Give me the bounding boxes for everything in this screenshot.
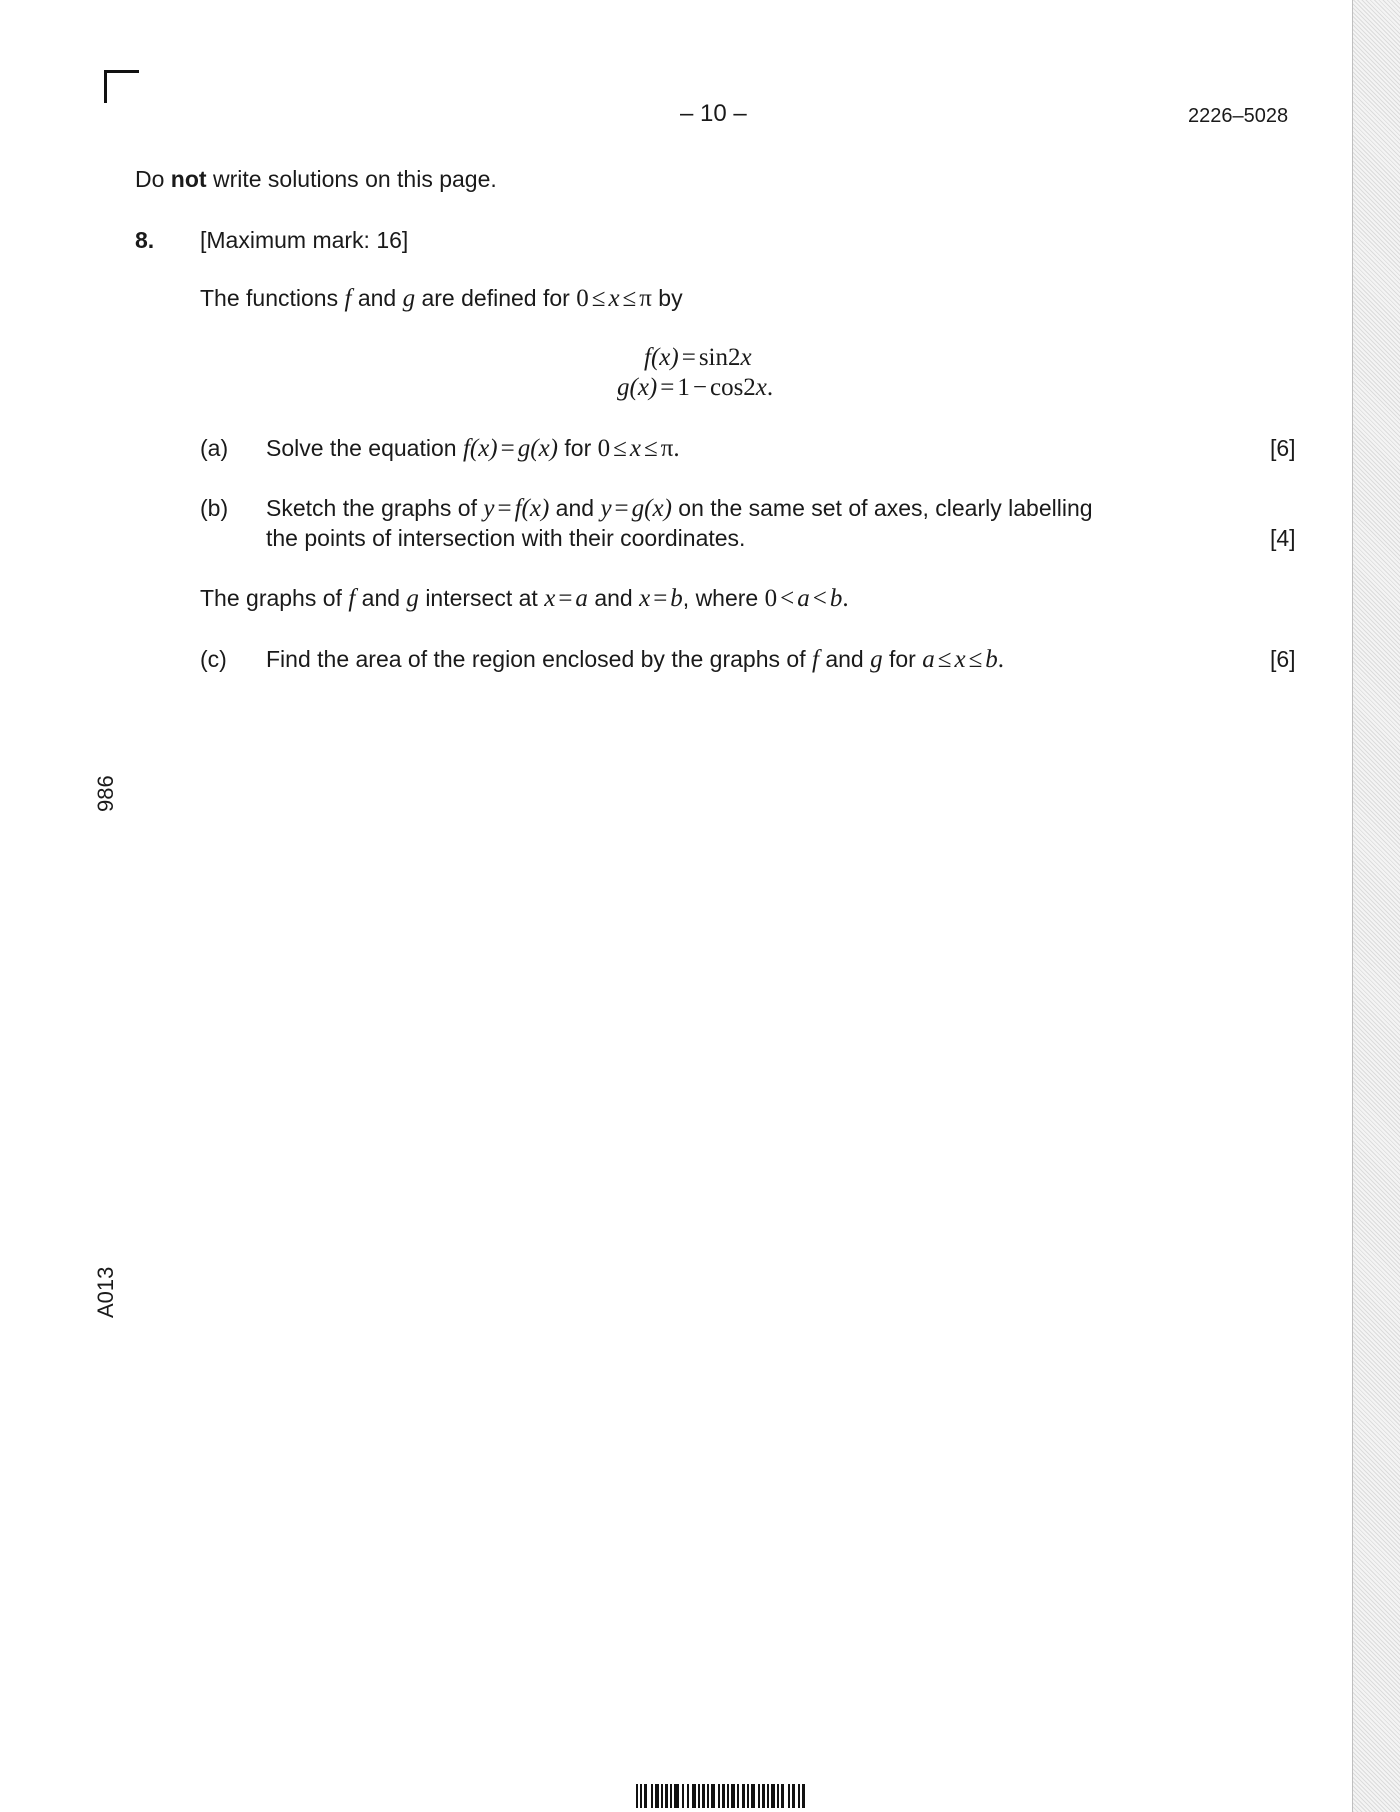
intersect-where: , where — [682, 585, 759, 611]
part-c-prefix: Find the area of the region enclosed by the graphs of — [266, 646, 806, 672]
math-g-2: g — [406, 585, 419, 612]
math-f-eq-g: f(x) = g(x) — [462, 435, 558, 462]
instruction-line — [135, 165, 497, 193]
equation-f: f(x) = sin2x — [644, 344, 752, 371]
barcode — [636, 1784, 806, 1808]
math-domain: 0 ≤ x ≤ π — [576, 285, 652, 312]
registration-corner-mark — [104, 70, 139, 103]
math-g-3: g — [870, 646, 883, 673]
math-interval-ab: a ≤ x ≤ b. — [922, 646, 1005, 673]
instruction-suffix: write solutions on this page. — [212, 166, 497, 192]
part-c-marks: [6] — [1270, 646, 1296, 672]
intro-and: and — [357, 285, 397, 311]
part-a-for: for — [564, 435, 592, 461]
part-c-text — [266, 645, 1004, 674]
math-domain-a: 0 ≤ x ≤ π. — [597, 435, 680, 462]
math-a-b-order: 0 < a < b. — [764, 585, 849, 612]
part-a-label: (a) — [200, 435, 229, 461]
intro-middle: are defined for — [421, 285, 570, 311]
intro-by: by — [658, 285, 683, 311]
math-f-3: f — [811, 646, 819, 673]
part-a-prefix: Solve the equation — [266, 435, 457, 461]
intro-prefix: The functions — [200, 285, 339, 311]
part-c-and: and — [825, 646, 864, 672]
part-b-marks: [4] — [1270, 525, 1296, 551]
math-y-eq-g: y = g(x) — [600, 495, 672, 522]
part-b-prefix: Sketch the graphs of — [266, 495, 477, 521]
intersect-prefix: The graphs of — [200, 585, 342, 611]
part-b-line1 — [266, 494, 1093, 523]
instruction-prefix: Do — [135, 166, 165, 192]
part-c-label: (c) — [200, 646, 227, 672]
math-x-eq-a: x = a — [544, 585, 588, 612]
max-mark: [Maximum mark: 16] — [200, 227, 409, 253]
math-x-eq-b: x = b — [639, 585, 683, 612]
part-a-text — [266, 434, 680, 463]
part-b-and: and — [555, 495, 595, 521]
math-y-eq-f: y = f(x) — [483, 495, 550, 522]
page-number: – 10 – — [680, 100, 747, 127]
part-b-label: (b) — [200, 495, 229, 521]
question-number: 8. — [135, 227, 155, 253]
exam-code: 2226–5028 — [1188, 105, 1289, 127]
side-code-lower: A013 — [93, 1266, 118, 1318]
instruction-emphasis: not — [170, 166, 207, 192]
part-c-for: for — [888, 646, 916, 672]
part-a-marks: [6] — [1270, 435, 1296, 461]
intro-line — [200, 284, 683, 313]
side-code-upper: 986 — [93, 775, 118, 812]
intersect-and2: and — [594, 585, 633, 611]
part-b-suffix: on the same set of axes, clearly labelling — [678, 495, 1093, 521]
intersect-middle: intersect at — [425, 585, 538, 611]
equation-g: g(x) = 1 − cos2x. — [617, 374, 774, 401]
intersect-line — [200, 584, 849, 613]
scan-edge-strip — [1352, 0, 1400, 1812]
part-b-line2: the points of intersection with their coordinates. — [266, 525, 746, 551]
intersect-and1: and — [361, 585, 401, 611]
math-g: g — [402, 285, 416, 312]
math-f-2: f — [348, 585, 356, 612]
math-f: f — [344, 285, 352, 312]
